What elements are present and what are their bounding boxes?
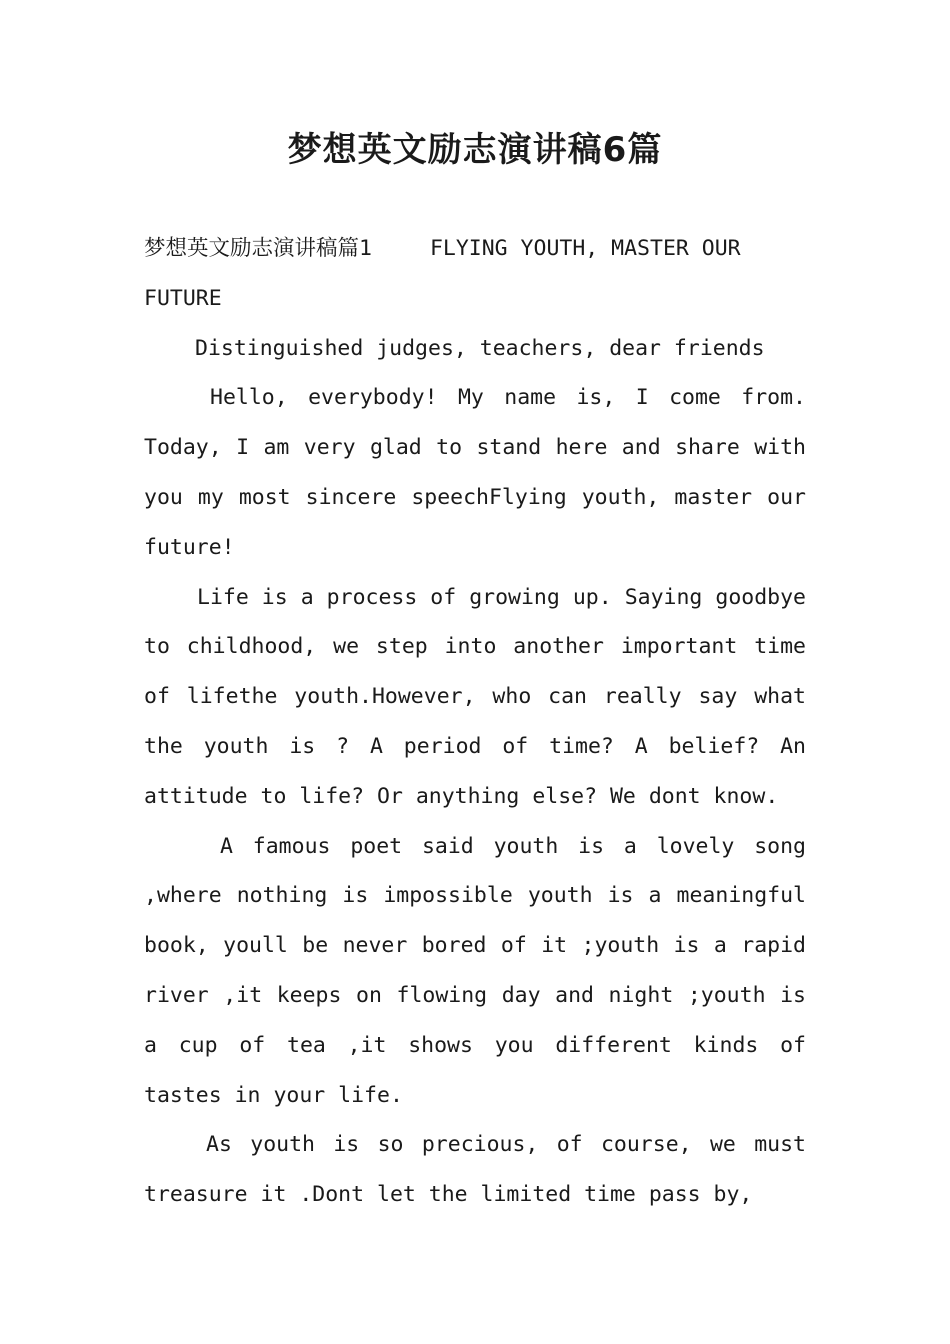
paragraph-treasure-youth: As youth is so precious, of course, we must treasure it .Dont let the limited time pass by, <box>144 1132 806 1208</box>
paragraph-greeting: Hello, everybody! My name is, I come from. Today, I am very glad to stand here and share with you my most sincere speechFlying youth, master our future! <box>144 385 806 560</box>
section-heading-line <box>144 224 806 324</box>
paragraph-salutation: Distinguished judges, teachers, dear friends <box>195 335 765 361</box>
section-subtitle: FLYING YOUTH, MASTER OUR FUTURE <box>144 236 741 311</box>
paragraph-poet-quote: A famous poet said youth is a lovely song ,where nothing is impossible youth is a meaningful book, youll be never bored of it ;youth is a rapid river ,it keeps on flowing day and night ;youth is a cup of tea ,it shows you different kinds of tastes in your life. <box>144 833 806 1108</box>
document-body <box>144 224 806 1220</box>
section-heading: 梦想英文励志演讲稿篇1 <box>144 236 372 261</box>
paragraph-life-process: Life is a process of growing up. Saying goodbye to childhood, we step into another important time of lifethe youth.However, who can really say what the youth is ? A period of time? A belief? An attitude to life? Or anything else? We dont know. <box>144 584 806 809</box>
document-title: 梦想英文励志演讲稿6篇 <box>287 130 663 170</box>
